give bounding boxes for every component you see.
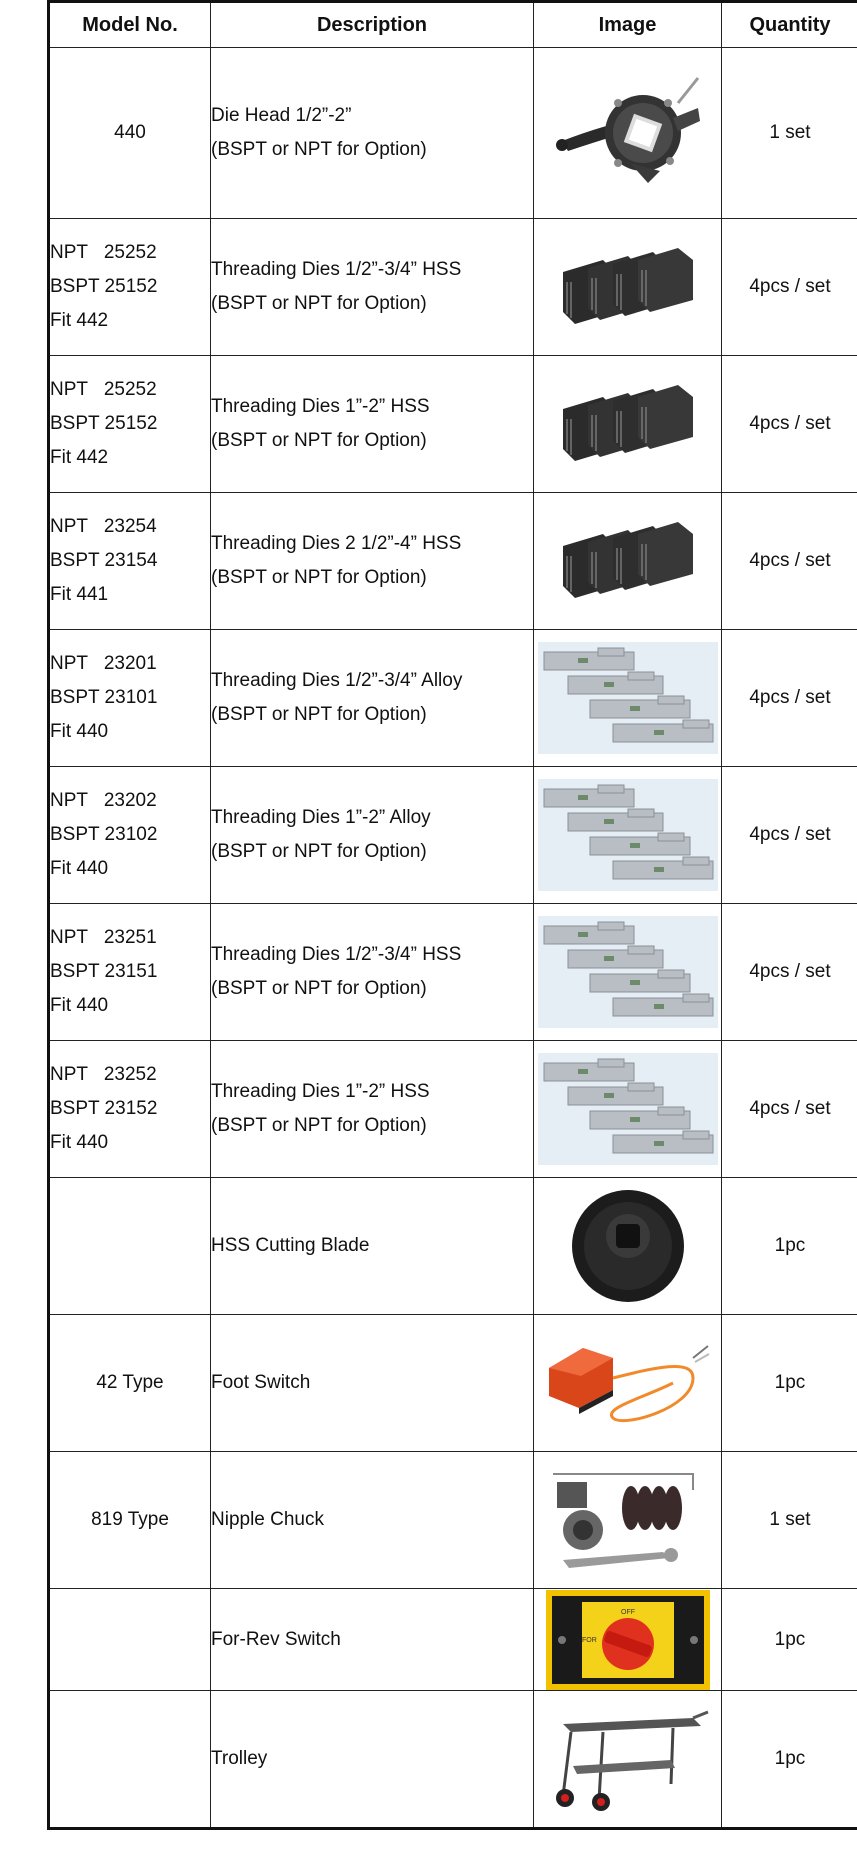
switch-label-for: FOR [581, 1636, 597, 1644]
quantity-cell: 4pcs / set [722, 630, 857, 767]
image-cell [534, 1041, 722, 1178]
quantity-cell: 1 set [722, 1452, 857, 1589]
table-row [49, 1452, 857, 1589]
black-dies-icon [553, 379, 703, 469]
description-line: (BSPT or NPT for Option) [211, 567, 427, 588]
description-cell [211, 1691, 534, 1829]
model-text: 440 [114, 122, 146, 143]
model-cell [49, 1589, 211, 1691]
description-line: Threading Dies 1”-2” Alloy [211, 807, 431, 828]
model-text: Fit 442 [50, 310, 109, 331]
header-model: Model No. [49, 2, 211, 48]
description-line: Trolley [211, 1748, 268, 1769]
image-cell [534, 493, 722, 630]
quantity-cell: 4pcs / set [722, 904, 857, 1041]
model-cell [49, 1315, 211, 1452]
model-text: NPT 23254 [50, 516, 157, 537]
description-line: Threading Dies 1/2”-3/4” HSS [211, 944, 462, 965]
table-row [49, 219, 857, 356]
model-text: Fit 440 [50, 721, 109, 742]
quantity-cell: 1 set [722, 48, 857, 219]
image-cell [534, 1589, 722, 1691]
table-row [49, 904, 857, 1041]
description-cell [211, 630, 534, 767]
image-cell [534, 356, 722, 493]
description-cell [211, 356, 534, 493]
description-cell [211, 1589, 534, 1691]
image-cell [534, 48, 722, 219]
model-text: 42 Type [96, 1372, 164, 1393]
image-cell [534, 219, 722, 356]
description-line: (BSPT or NPT for Option) [211, 841, 427, 862]
table-row [49, 493, 857, 630]
description-line: Threading Dies 1/2”-3/4” Alloy [211, 670, 463, 691]
image-cell [534, 630, 722, 767]
quantity-cell: 1pc [722, 1178, 857, 1315]
model-text: NPT 23201 [50, 653, 157, 674]
description-line: (BSPT or NPT for Option) [211, 139, 427, 160]
header-image: Image [534, 2, 722, 48]
description-line: Threading Dies 1”-2” HSS [211, 1081, 430, 1102]
model-cell [49, 356, 211, 493]
quantity-cell: 4pcs / set [722, 356, 857, 493]
description-cell [211, 219, 534, 356]
trolley-icon [543, 1704, 713, 1814]
table-row [49, 1178, 857, 1315]
description-line: (BSPT or NPT for Option) [211, 704, 427, 725]
model-cell [49, 1041, 211, 1178]
table-row [49, 1589, 857, 1691]
model-text: NPT 23202 [50, 790, 157, 811]
description-line: Threading Dies 1/2”-3/4” HSS [211, 259, 462, 280]
quantity-cell: 4pcs / set [722, 493, 857, 630]
image-cell [534, 1452, 722, 1589]
model-cell [49, 493, 211, 630]
description-line: For-Rev Switch [211, 1628, 341, 1650]
image-cell [534, 1691, 722, 1829]
model-cell [49, 904, 211, 1041]
description-cell [211, 493, 534, 630]
quantity-cell: 4pcs / set [722, 219, 857, 356]
table-row [49, 1691, 857, 1829]
model-text: Fit 442 [50, 447, 109, 468]
table-row [49, 1315, 857, 1452]
model-text: BSPT 23151 [50, 961, 158, 982]
for-rev-switch-icon [546, 1590, 710, 1690]
description-line: Threading Dies 1”-2” HSS [211, 396, 430, 417]
description-cell [211, 904, 534, 1041]
image-cell [534, 1315, 722, 1452]
description-cell [211, 1178, 534, 1315]
quantity-cell: 4pcs / set [722, 1041, 857, 1178]
model-text: BSPT 23101 [50, 687, 158, 708]
model-cell [49, 1178, 211, 1315]
model-cell [49, 1691, 211, 1829]
model-text: Fit 440 [50, 858, 109, 879]
model-cell [49, 630, 211, 767]
header-row [49, 2, 857, 48]
description-line: (BSPT or NPT for Option) [211, 430, 427, 451]
image-cell [534, 767, 722, 904]
black-dies-icon [553, 242, 703, 332]
description-line: (BSPT or NPT for Option) [211, 1115, 427, 1136]
die-head-icon [548, 73, 708, 193]
description-cell [211, 1041, 534, 1178]
table-row [49, 767, 857, 904]
model-text: BSPT 23154 [50, 550, 158, 571]
model-text: Fit 440 [50, 1132, 109, 1153]
silver-dies-icon [538, 779, 718, 891]
model-text: BSPT 23102 [50, 824, 158, 845]
silver-dies-icon [538, 1053, 718, 1165]
nipple-chuck-icon [543, 1460, 713, 1580]
switch-label-off: OFF [620, 1608, 635, 1616]
model-text: Fit 440 [50, 995, 109, 1016]
table-row [49, 48, 857, 219]
description-line: HSS Cutting Blade [211, 1235, 370, 1256]
model-text: NPT 23252 [50, 1064, 157, 1085]
description-line: Threading Dies 2 1/2”-4” HSS [211, 533, 462, 554]
silver-dies-icon [538, 642, 718, 754]
cutting-blade-icon [558, 1186, 698, 1306]
header-quantity: Quantity [722, 2, 857, 48]
description-cell [211, 1452, 534, 1589]
quantity-cell: 1pc [722, 1315, 857, 1452]
table-row [49, 1041, 857, 1178]
table-row [49, 356, 857, 493]
description-cell [211, 767, 534, 904]
quantity-cell: 1pc [722, 1589, 857, 1691]
model-cell [49, 219, 211, 356]
description-cell [211, 1315, 534, 1452]
model-text: BSPT 25152 [50, 413, 158, 434]
model-cell [49, 1452, 211, 1589]
foot-switch-icon [543, 1328, 713, 1438]
image-cell [534, 1178, 722, 1315]
model-text: BSPT 23152 [50, 1098, 158, 1119]
model-cell [49, 767, 211, 904]
description-line: Die Head 1/2”-2” [211, 105, 352, 126]
description-line: (BSPT or NPT for Option) [211, 293, 427, 314]
silver-dies-icon [538, 916, 718, 1028]
model-text: NPT 23251 [50, 927, 157, 948]
image-cell [534, 904, 722, 1041]
model-text: NPT 25252 [50, 379, 157, 400]
model-text: 819 Type [91, 1509, 169, 1530]
description-cell [211, 48, 534, 219]
black-dies-icon [553, 516, 703, 606]
table-row [49, 630, 857, 767]
description-line: Foot Switch [211, 1372, 311, 1393]
description-line: Nipple Chuck [211, 1509, 324, 1530]
quantity-cell: 1pc [722, 1691, 857, 1829]
parts-table [47, 0, 857, 1830]
description-line: (BSPT or NPT for Option) [211, 978, 427, 999]
header-description: Description [211, 2, 534, 48]
quantity-cell: 4pcs / set [722, 767, 857, 904]
model-text: NPT 25252 [50, 242, 157, 263]
model-text: Fit 441 [50, 584, 109, 605]
model-text: BSPT 25152 [50, 276, 158, 297]
model-cell [49, 48, 211, 219]
